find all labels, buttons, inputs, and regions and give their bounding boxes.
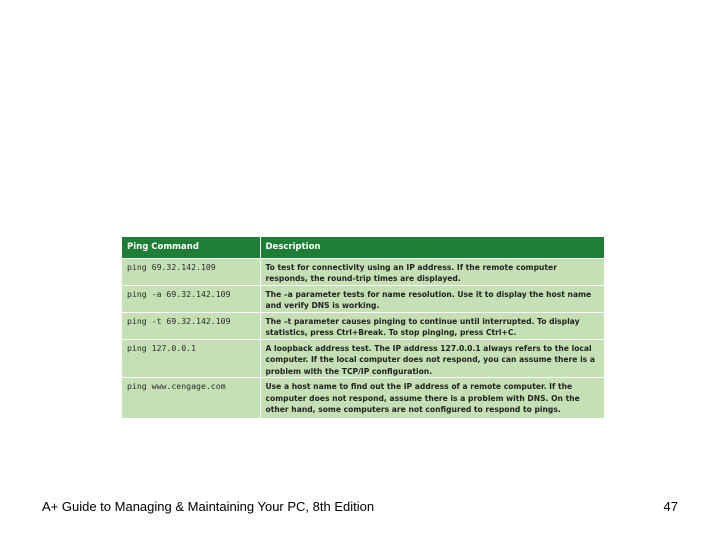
footer-book-title: A+ Guide to Managing & Maintaining Your PC, 8th Edition <box>42 499 375 514</box>
description-cell: Use a host name to find out the IP address of a remote computer. If the computer does not respond, assume there is a problem with DNS. On the other hand, some computers are not configured to respond to pings. <box>260 378 604 418</box>
description-cell: A loopback address test. The IP address 127.0.0.1 always refers to the local computer. If the local computer does not respond, you can assume there is a problem with the TCP/IP configuration. <box>260 339 604 378</box>
command-cell: ping -a 69.32.142.109 <box>122 285 260 312</box>
ping-command-table <box>122 237 604 418</box>
command-cell: ping 127.0.0.1 <box>122 339 260 378</box>
description-cell: To test for connectivity using an IP address. If the remote computer responds, the round-trip times are displayed. <box>260 258 604 285</box>
page-number: 47 <box>663 499 678 514</box>
table-row <box>122 378 604 418</box>
column-header-description: Description <box>260 237 604 258</box>
table-row <box>122 339 604 378</box>
command-cell: ping 69.32.142.109 <box>122 258 260 285</box>
table-row <box>122 285 604 312</box>
command-cell: ping www.cengage.com <box>122 378 260 418</box>
column-header-ping-command: Ping Command <box>122 237 260 258</box>
table-row <box>122 258 604 285</box>
table-header-row <box>122 237 604 258</box>
description-cell: The –t parameter causes pinging to continue until interrupted. To display statistics, press Ctrl+Break. To stop pinging, press Ctrl+C. <box>260 312 604 339</box>
description-cell: The –a parameter tests for name resolution. Use it to display the host name and verify DNS is working. <box>260 285 604 312</box>
table-row <box>122 312 604 339</box>
command-cell: ping -t 69.32.142.109 <box>122 312 260 339</box>
